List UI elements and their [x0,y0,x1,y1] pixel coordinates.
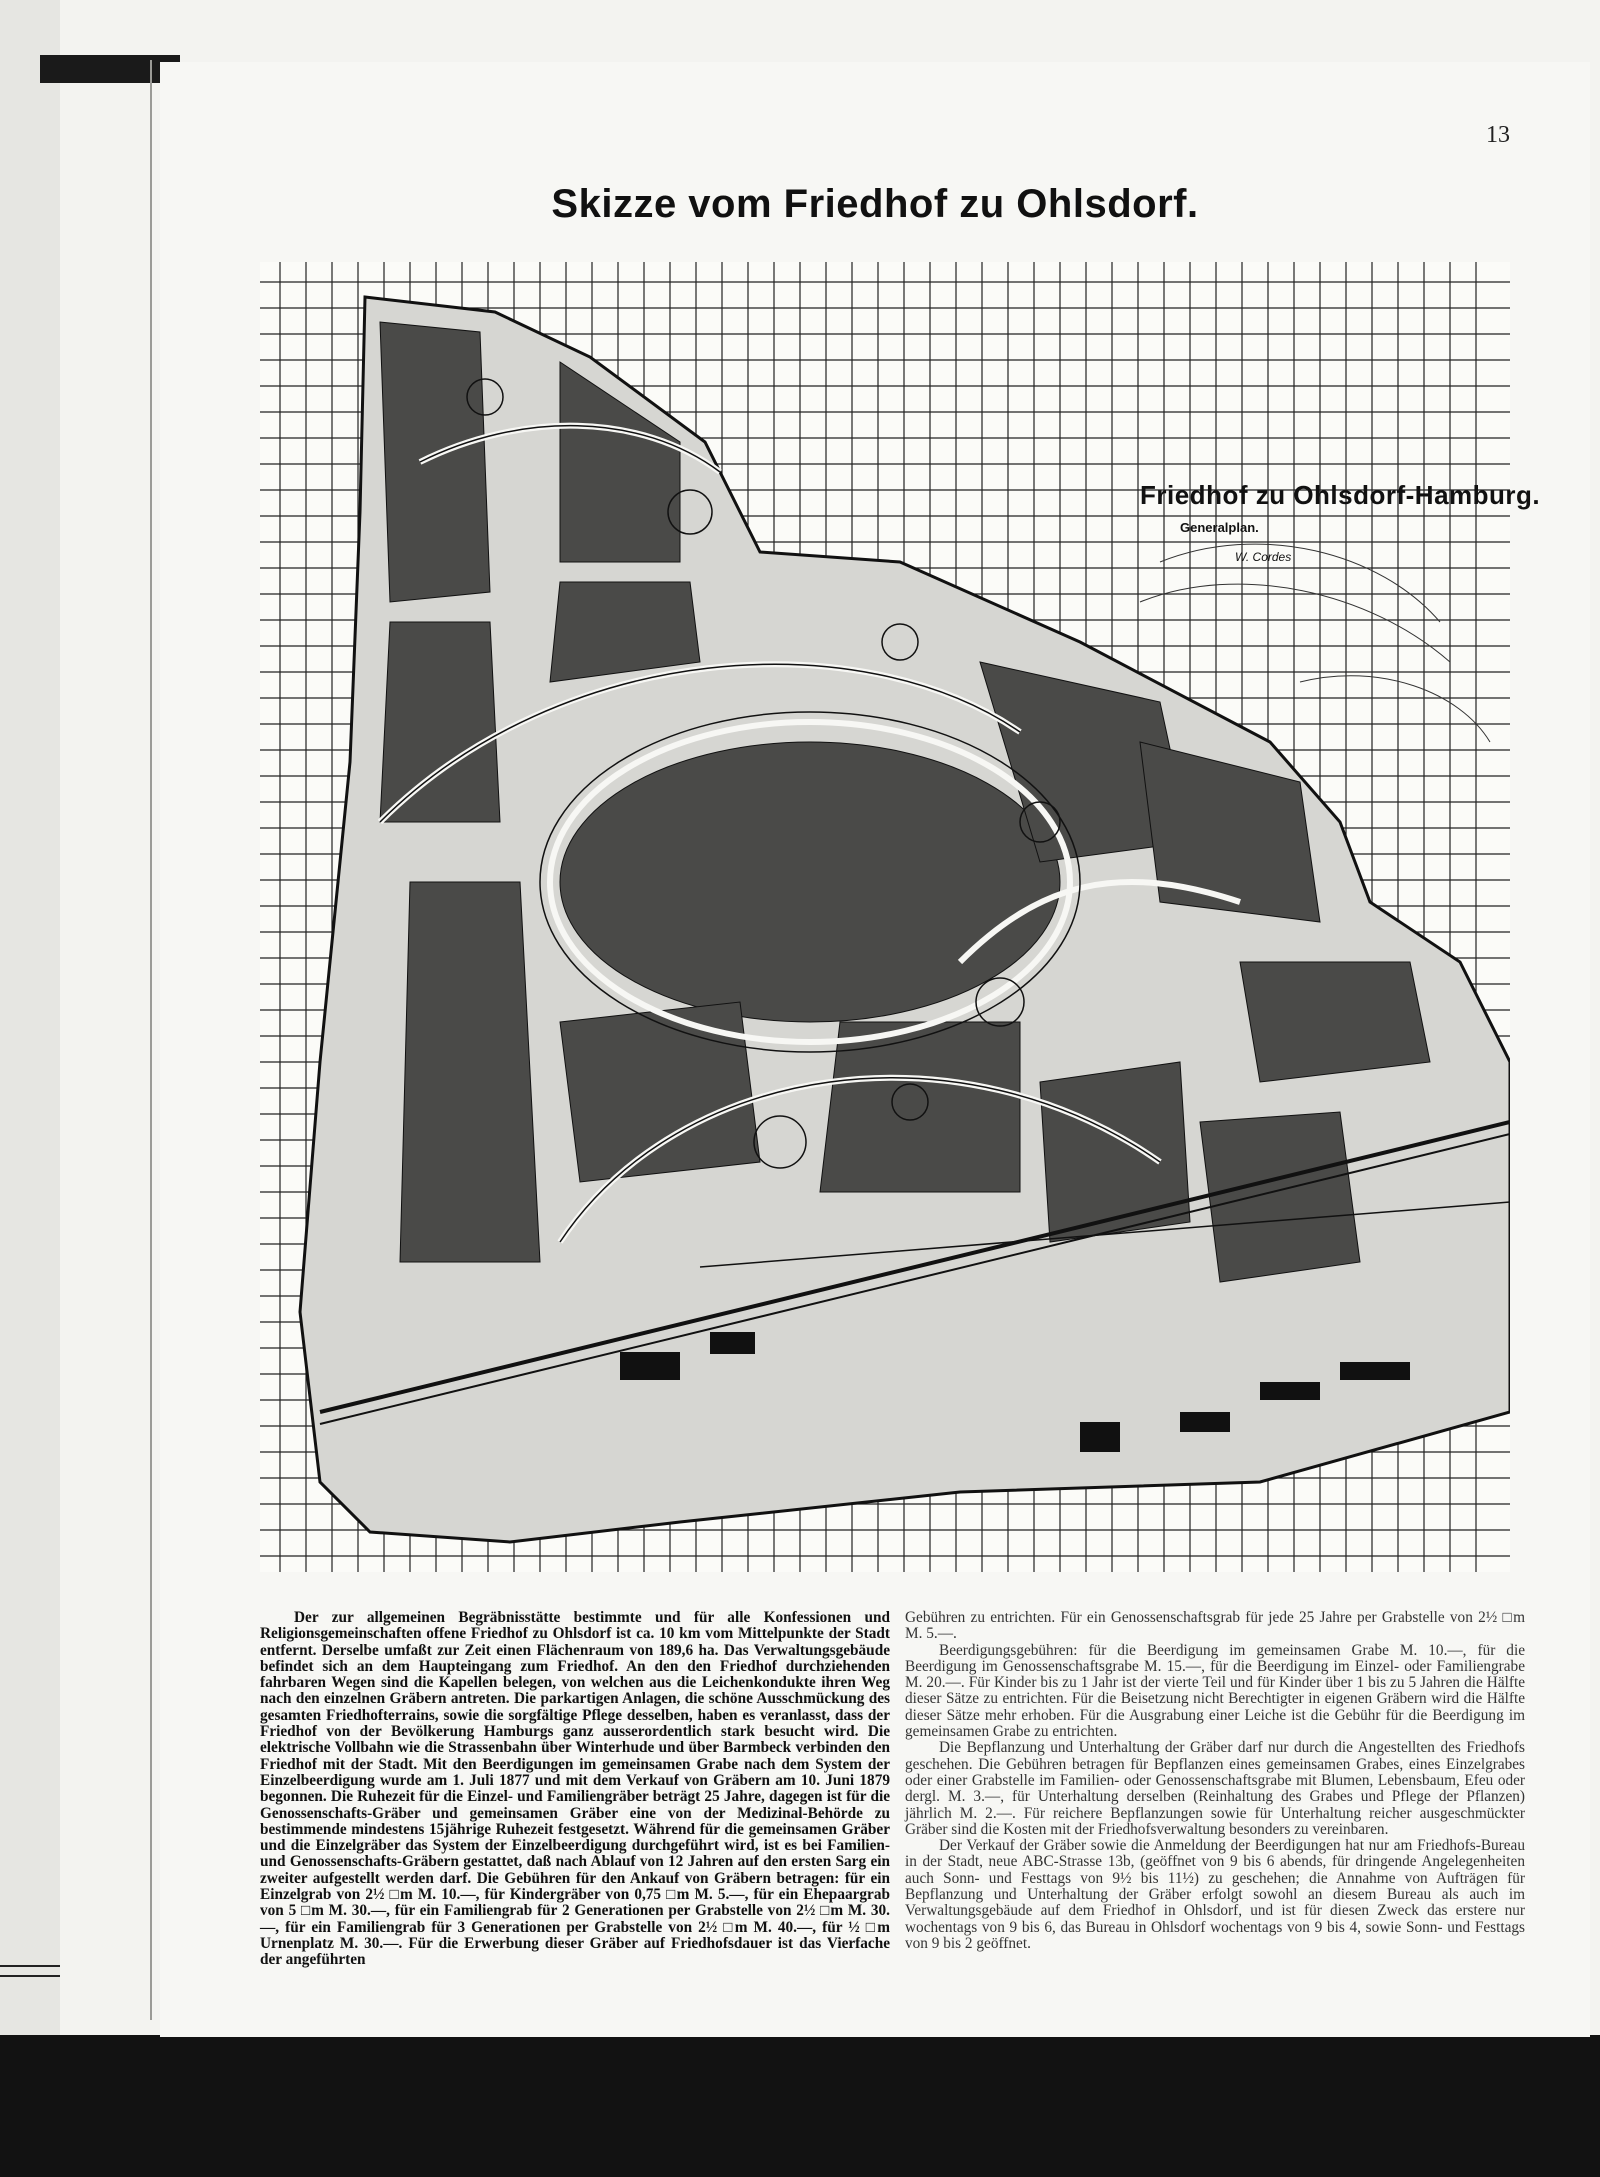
map-signature: W. Cordes [1235,550,1292,564]
paragraph: Der Verkauf der Gräber sowie die Anmeldung der Beerdigungen hat nur am Friedhofs-Bureau in der Stadt, neue ABC-Strasse 13b, (geöffnet von 9 bis 6 abends, für dringende Angelegenheiten auch Sonn- und Festtags von 9½ bis 11½) zu geschehen; die Annahme von Aufträgen für Bepflanzung und Unterhaltung der Gräber erfolgt sowohl an diesem Bureau als auch im Verwaltungsgebäude auf dem Friedhof in Ohlsdorf, und ist für diesen Zweck das erstere nur wochentags von 9 bis 6, das Bureau in Ohlsdorf wochentags von 9 bis 4, sowie Sonn- und Festtags von 9 bis 2 geöffnet. [905,1837,1525,1952]
page-title: Skizze vom Friedhof zu Ohlsdorf. [551,182,1199,226]
cemetery-map-drawing [260,262,1510,1572]
map-title: Friedhof zu Ohlsdorf-Hamburg. [1140,480,1541,510]
map-subtitle: Generalplan. [1180,520,1259,535]
text-column-left [260,1610,890,1969]
scan-edge [0,0,60,2177]
paragraph: Beerdigungsgebühren: für die Beerdigung im gemeinsamen Grabe M. 10.—, für die Beerdigung im Genossenschaftsgrabe M. 15.—, für die Beerdigung im Einzel- oder Familiengrabe M. 20.—. Für Kinder bis zu 1 Jahr ist der vierte Teil und für Kinder über 1 bis zu 5 Jahren die Hälfte dieser Sätze zu entrichten. Für die Beisetzung nicht Berechtigter in eigenen Gräbern wird die Hälfte dieser Sätze mehr erhoben. Für die Ausgrabung einer Leiche ist die Gebühr für die Beerdigung im gemeinsamen Grabe zu entrichten. [905,1641,1525,1741]
cemetery-map [260,262,1541,1572]
text-column-right [905,1610,1525,1952]
paragraph: Der zur allgemeinen Begräbnisstätte bestimmte und für alle Konfessionen und Religionsgemeinschaften offene Friedhof zu Ohlsdorf ist ca. 10 km vom Mittelpunkte der Stadt entfernt. Derselbe umfaßt zur Zeit einen Flächenraum von 189,6 ha. Das Verwaltungsgebäude befindet sich an dem Haupteingang zum Friedhof. An den den Friedhof durchziehenden fahrbaren Wegen sind die Kapellen belegen, von welchen aus die Leichenkondukte ihren Weg nach den einzelnen Gräbern antreten. Die parkartigen Anlagen, die schöne Ausschmückung des gesamten Friedhofterrains, sowie die sorgfältige Pflege desselben, haben es veranlasst, dass der Friedhof von der Bevölkerung Hamburgs ganz ausserordentlich stark besucht wird. Die elektrische Vollbahn wie die Strassenbahn über Winterhude und über Barmbeck verbinden den Friedhof mit der Stadt. Mit den Beerdigungen im gemeinsamen Grabe nach dem System der Einzelbeerdigung wurde am 1. Juli 1877 und mit dem Verkauf von Gräbern am 10. Juni 1879 begonnen. Die Ruhezeit für die Einzel- und Familiengräber beträgt 25 Jahre, dagegen ist für die Genossenschafts-Gräber und gemeinsamen Gräber eine von der Medizinal-Behörde zu bestimmende mindestens 15jährige Ruhezeit festgesetzt. Während für die gemeinsamen Gräber und die Einzelgräber das System der Einzelbeerdigung durchgeführt wird, ist es bei Familien- und Genossenschafts-Gräbern gestattet, daß nach Ablauf von 12 Jahren auf den ersten Sarg ein zweiter aufgestellt werden darf. Die Gebühren für den Ankauf von Gräbern betragen: für ein Einzelgrab von 2½ □m M. 10.—, für Kindergräber von 0,75 □m M. 5.—, für ein Ehepaargrab von 5 □m M. 30.—, für ein Familiengrab für 2 Generationen per Grabstelle von 2½ □m M. 30.—, für ein Familiengrab für 3 Generationen per Grabstelle von 2½ □m M. 40.—, für ½ □m Urnenplatz M. 30.—. Für die Erwerbung dieser Gräber auf Friedhofsdauer ist das Vierfache der angeführten [260,1609,890,1969]
paragraph: Gebühren zu entrichten. Für ein Genossenschaftsgrab für jede 25 Jahre per Grabstelle von 2½ □m M. 5.—. [905,1609,1525,1643]
page-number: 13 [1486,122,1510,148]
scan-border-bar [40,55,180,83]
scan-edge-line [0,1975,60,1977]
scan-bottom-border [0,2035,1600,2177]
book-spine [150,60,152,2020]
scan-edge-line [0,1965,60,1967]
document-page [160,62,1590,2037]
paragraph: Die Bepflanzung und Unterhaltung der Gräber darf nur durch die Angestellten des Friedhofs geschehen. Die Gebühren betragen für Bepflanzen eines gemeinsamen Grabes, eines Einzelgrabes oder einer Grabstelle im Familien- oder Genossenschaftsgrabe mit Blumen, Lebensbaum, Efeu oder dergl. M. 3.—, für Unterhaltung derselben (Reinhaltung des Grabes und Pflege der Pflanzen) jährlich M. 2.—. Für reichere Bepflanzungen sowie für Unterhaltung reicher ausgeschmückter Gräber sind die Kosten mit der Friedhofsverwaltung besonders zu vereinbaren. [905,1739,1525,1838]
